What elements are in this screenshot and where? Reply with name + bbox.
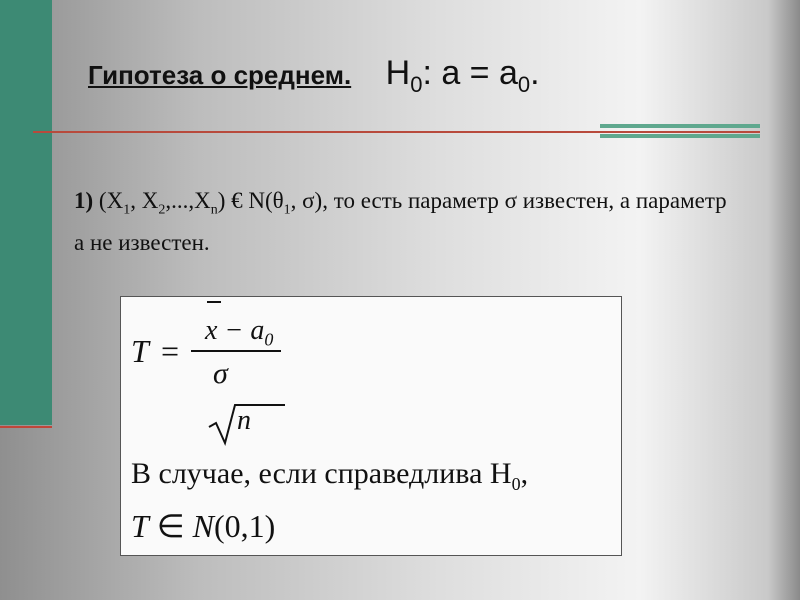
- para-subn: n: [210, 202, 218, 218]
- mean-overline: [207, 301, 221, 303]
- stat-T: T: [131, 333, 149, 369]
- title-divider: [33, 131, 760, 133]
- num-sub: 0: [264, 329, 274, 350]
- item-number: 1): [74, 188, 94, 213]
- para-sub2: 2: [158, 202, 166, 218]
- stat-equals: =: [161, 333, 180, 369]
- hypothesis-formula: [385, 54, 540, 97]
- title-label: Гипотеза о среднем.: [88, 60, 352, 90]
- para-part4: ) € N(θ: [217, 188, 284, 213]
- stat-n: n: [237, 405, 251, 436]
- belongs-T: T: [131, 508, 149, 544]
- fraction-line: [191, 350, 281, 352]
- formula-a-sub: 0: [517, 71, 531, 97]
- stat-numerator: [205, 315, 273, 351]
- para-part2: , X: [130, 188, 159, 213]
- para-part3: ,...,X: [165, 188, 211, 213]
- para-part1: (X: [93, 188, 124, 213]
- stat-sigma: σ: [213, 357, 228, 390]
- belongs-N: N: [192, 508, 215, 544]
- slide-title: [88, 54, 540, 98]
- case-end: ,: [520, 457, 529, 490]
- para-sub1: 1: [123, 202, 131, 218]
- divider-accent-bottom: [600, 134, 760, 138]
- case-text: В случае, если справедлива H: [131, 457, 512, 490]
- case-sub: 0: [511, 474, 521, 494]
- formula-h-sub: 0: [410, 71, 423, 97]
- formula-mid: : a = a: [422, 54, 518, 92]
- formula-end: .: [530, 54, 540, 92]
- divider-accent-top: [600, 124, 760, 128]
- distribution-statement: [131, 507, 275, 545]
- left-accent-rule: [0, 426, 52, 428]
- condition-paragraph: [74, 185, 734, 259]
- left-accent-bar: [0, 0, 52, 425]
- num-x: x: [205, 315, 218, 346]
- para-sub-theta: 1: [283, 202, 291, 218]
- formula-h: H: [385, 54, 411, 92]
- belongs-symbol: ∈: [148, 508, 193, 544]
- num-minus: − a: [217, 315, 265, 346]
- formula-box: [120, 296, 622, 556]
- belongs-args: (0,1): [214, 508, 276, 544]
- para-part5: , σ), то есть параметр σ известен, а параметр а не известен.: [74, 188, 727, 255]
- case-statement: [131, 457, 528, 495]
